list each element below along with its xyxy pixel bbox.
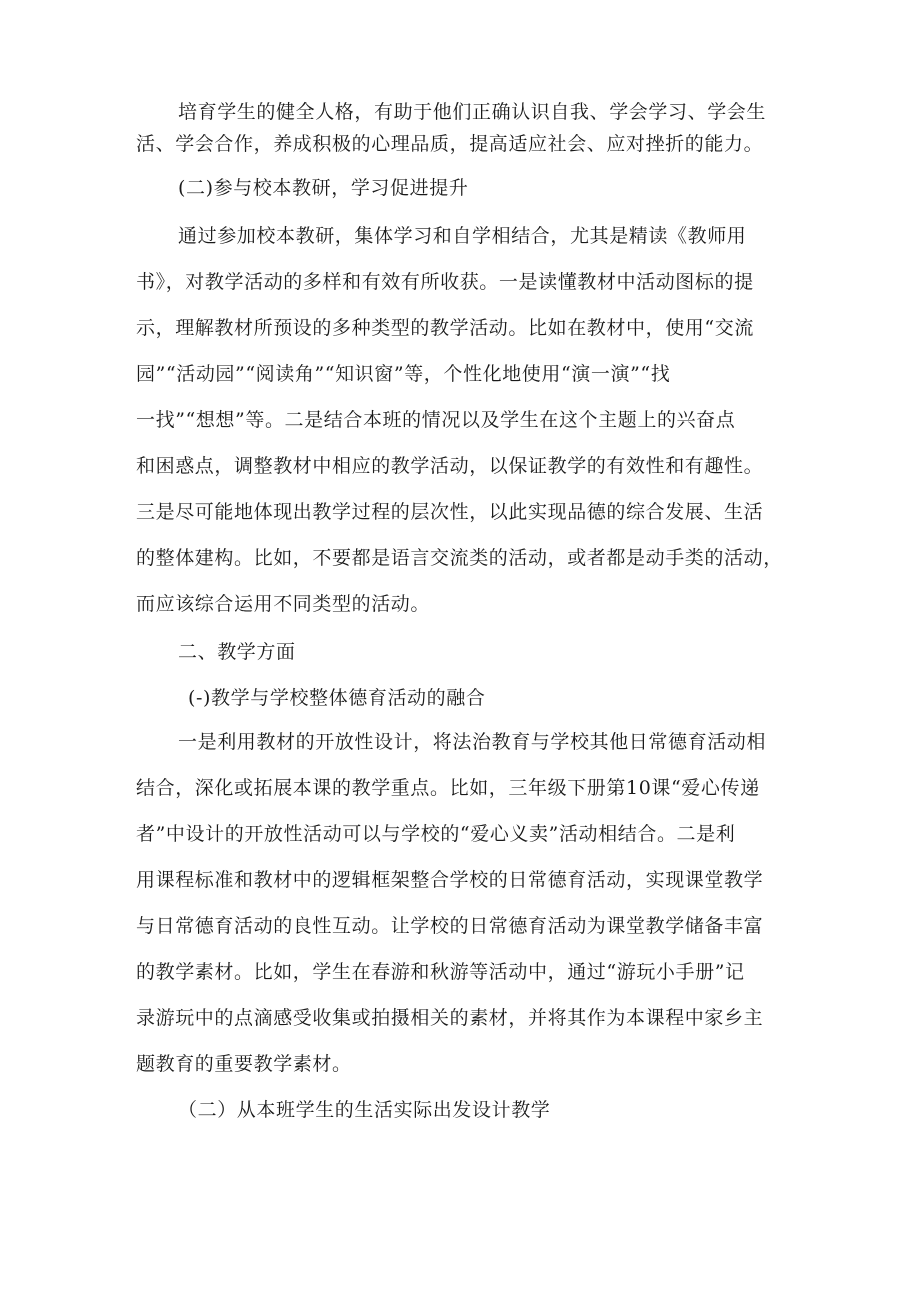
paragraph-line: 三是尽可能地体现出教学过程的层次性，以此实现品德的综合发展、生活 (136, 501, 764, 523)
section-heading: (二)参与校本教研，学习促进提升 (178, 177, 469, 199)
paragraph-line: 通过参加校本教研，集体学习和自学相结合，尤其是精读《教师用 (178, 225, 747, 247)
paragraph-line: 者”中设计的开放性活动可以与学校的“爱心义卖”活动相结合。二是利 (136, 823, 736, 845)
paragraph-line: 结合，深化或拓展本课的教学重点。比如，三年级下册第10课“爱心传递 (136, 777, 760, 799)
paragraph-line: 和困惑点，调整教材中相应的教学活动，以保证教学的有效性和有趣性。 (136, 455, 764, 477)
paragraph-line: 与日常德育活动的良性互动。让学校的日常德育活动为课堂教学储备丰富 (136, 915, 764, 937)
paragraph-line: 活、学会合作，养成积极的心理品质，提高适应社会、应对挫折的能力。 (136, 133, 764, 155)
paragraph-line: 书》，对教学活动的多样和有效有所收获。一是读懂教材中活动图标的提 (136, 271, 754, 293)
paragraph-line: 录游玩中的点滴感受收集或拍摄相关的素材，并将其作为本课程中家乡主 (136, 1007, 764, 1029)
paragraph-line: 用课程标准和教材中的逻辑框架整合学校的日常德育活动，实现课堂教学 (136, 869, 764, 891)
paragraph-line: 园”“活动园”“阅读角”“知识窗”等，个性化地使用“演一演”“找 (136, 363, 671, 385)
paragraph-line: 一是利用教材的开放性设计，将法治教育与学校其他日常德育活动相 (178, 731, 767, 753)
subsection-heading: （二）从本班学生的生活实际出发设计教学 (178, 1099, 551, 1121)
paragraph-line: 的教学素材。比如，学生在春游和秋游等活动中，通过“游玩小手册”记 (136, 961, 745, 983)
subsection-heading: (-)教学与学校整体德育活动的融合 (188, 687, 486, 709)
paragraph-line: 而应该综合运用不同类型的活动。 (136, 593, 431, 615)
paragraph-line: 的整体建构。比如，不要都是语言交流类的活动，或者都是动手类的活动， (136, 547, 783, 569)
paragraph-line: 题教育的重要教学素材。 (136, 1053, 352, 1075)
paragraph-line: 培育学生的健全人格，有助于他们正确认识自我、学会学习、学会生 (178, 101, 767, 123)
paragraph-line: 一找”“想想”等。二是结合本班的情况以及学生在这个主题上的兴奋点 (136, 409, 736, 431)
paragraph-line: 示，理解教材所预设的多种类型的教学活动。比如在教材中，使用“交流 (136, 317, 754, 339)
section-heading: 二、教学方面 (178, 641, 296, 663)
